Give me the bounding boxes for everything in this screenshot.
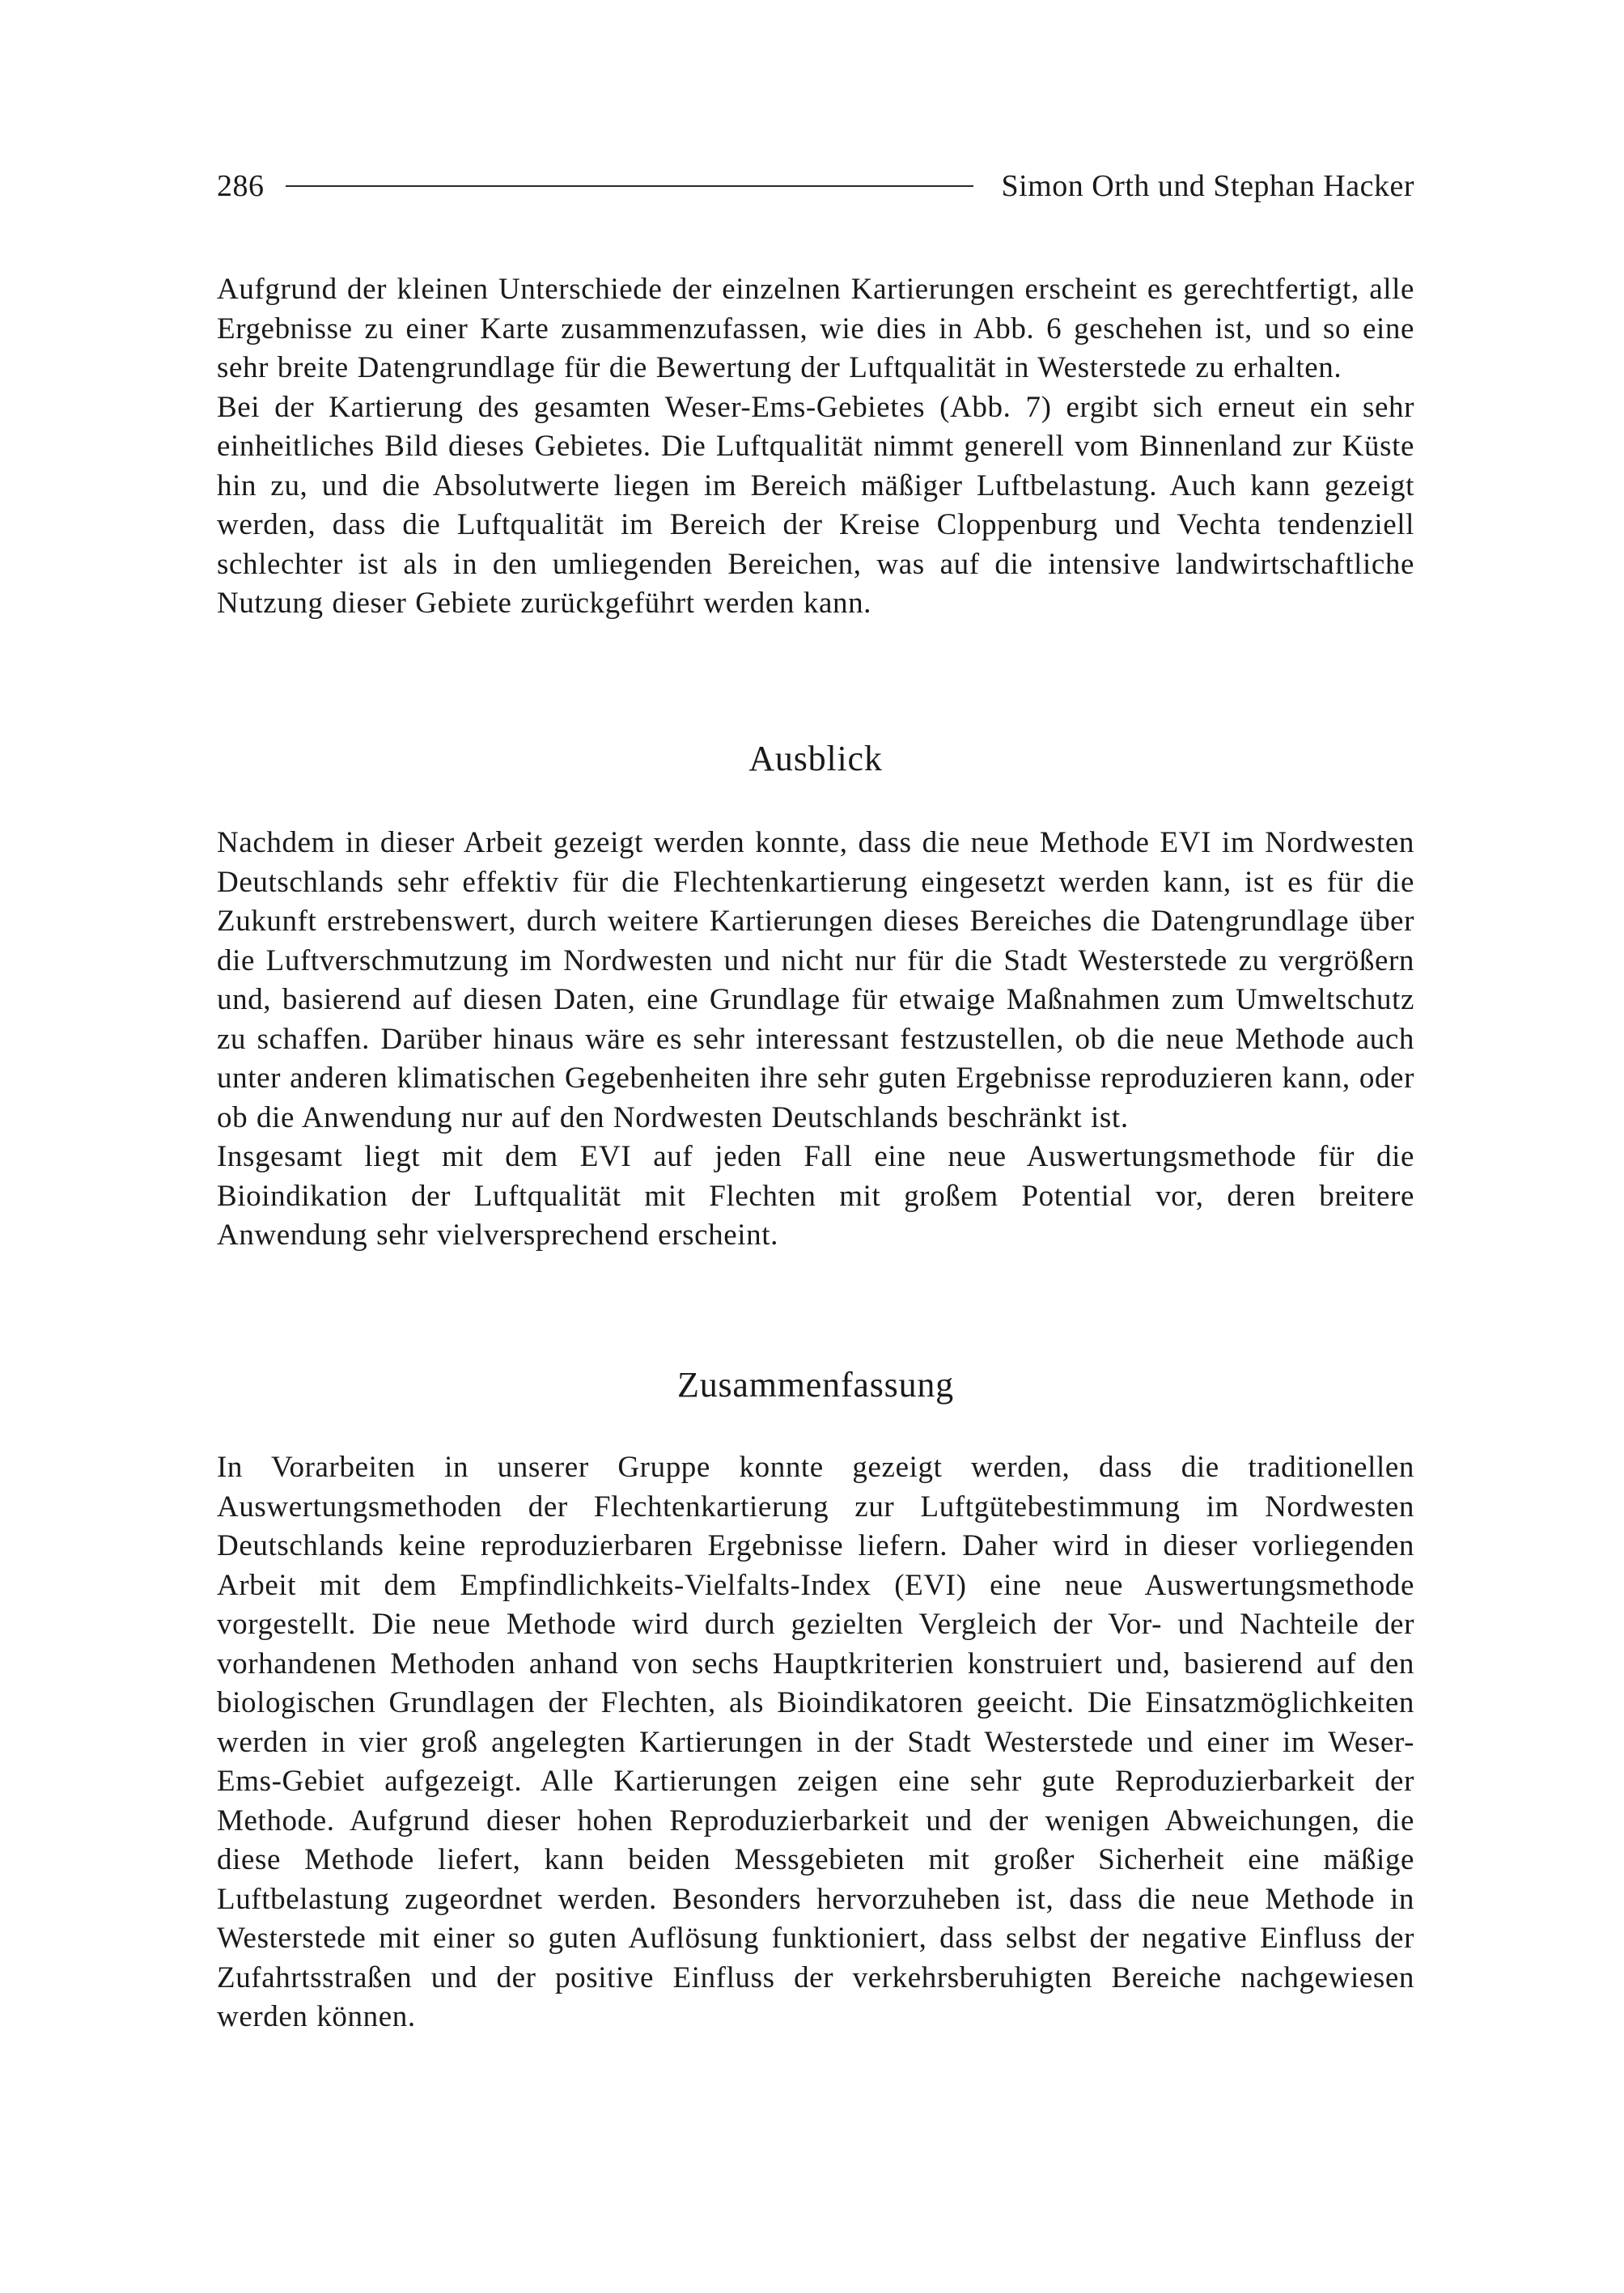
page-number: 286 xyxy=(217,169,265,203)
paragraph: Aufgrund der kleinen Unterschiede der einzelnen Kartierungen erscheint es gerechtfertigt, alle Ergebnisse zu einer Karte zusammenzufassen, wie dies in Abb. 6 geschehen ist, und so eine sehr breite Datengrundlage für die Bewertung der Luftqualität in Westerstede zu erhalten. xyxy=(217,273,1414,384)
zusammenfassung-text-block xyxy=(217,1448,1414,2037)
paragraph: Nachdem in dieser Arbeit gezeigt werden konnte, dass die neue Methode EVI im Nordwesten Deutschlands sehr effektiv für die Flechtenkartierung eingesetzt werden kann, ist es für die Zukunft erstrebenswert, durch weitere Kartierungen dieses Bereiches die Datengrundlage über die Luftverschmutzung im Nordwesten und nicht nur für die Stadt Westerstede zu vergrößern und, basierend auf diesen Daten, eine Grundlage für etwaige Maßnahmen zum Umweltschutz zu schaffen. Darüber hinaus wäre es sehr interessant festzustellen, ob die neue Methode auch unter anderen klimatischen Gegebenheiten ihre sehr guten Ergebnisse reproduzieren kann, oder ob die Anwendung nur auf den Nordwesten Deutschlands beschränkt ist. xyxy=(217,826,1414,1134)
header-authors: Simon Orth und Stephan Hacker xyxy=(1001,169,1414,203)
paragraph: Insgesamt liegt mit dem EVI auf jeden Fall eine neue Auswertungsmethode für die Bioindikation der Luftqualität mit Flechten mit großem Potential vor, deren breitere Anwendung sehr vielversprechend erscheint. xyxy=(217,1140,1414,1252)
paragraph: Bei der Kartierung des gesamten Weser-Ems-Gebietes (Abb. 7) ergibt sich erneut ein sehr einheitliches Bild dieses Gebietes. Die Luftqualität nimmt generell vom Binnenland zur Küste hin zu, und die Absolutwerte liegen im Bereich mäßiger Luftbelastung. Auch kann gezeigt werden, dass die Luftqualität im Bereich der Kreise Cloppenburg und Vechta tendenziell schlechter ist als in den umliegenden Bereichen, was auf die intensive landwirtschaftliche Nutzung dieser Gebiete zurückgeführt werden kann. xyxy=(217,390,1414,620)
running-header xyxy=(217,167,1414,206)
results-text-block xyxy=(217,270,1414,624)
paragraph: In Vorarbeiten in unserer Gruppe konnte gezeigt werden, dass die traditionellen Auswertungsmethoden der Flechtenkartierung zur Luftgütebestimmung im Nordwesten Deutschlands keine reproduzierbaren Ergebnisse liefern. Daher wird in dieser vorliegenden Arbeit mit dem Empfindlichkeits-Vielfalts-Index (EVI) eine neue Auswertungsmethode vorgestellt. Die neue Methode wird durch gezielten Vergleich der Vor- und Nachteile der vorhandenen Methoden anhand von sechs Hauptkriterien konstruiert und, basierend auf den biologischen Grundlagen der Flechten, als Bioindikatoren geeicht. Die Einsatzmöglichkeiten werden in vier groß angelegten Kartierungen in der Stadt Westerstede und einer im Weser-Ems-Gebiet aufgezeigt. Alle Kartierungen zeigen eine sehr gute Reproduzierbarkeit der Methode. Aufgrund dieser hohen Reproduzierbarkeit und der wenigen Abweichungen, die diese Methode liefert, kann beiden Messgebieten mit großer Sicherheit eine mäßige Luftbelastung zugeordnet werden. Besonders hervorzuheben ist, dass die neue Methode in Westerstede mit einer so guten Auflösung funktioniert, dass selbst der negative Einfluss der Zufahrtsstraßen und der positive Einfluss der verkehrsberuhigten Bereiche nachgewiesen werden können. xyxy=(217,1451,1414,2033)
header-rule xyxy=(286,185,974,187)
section-heading-zusammenfassung: Zusammenfassung xyxy=(677,1365,954,1405)
section-heading-ausblick: Ausblick xyxy=(748,739,883,778)
ausblick-text-block xyxy=(217,824,1414,1256)
